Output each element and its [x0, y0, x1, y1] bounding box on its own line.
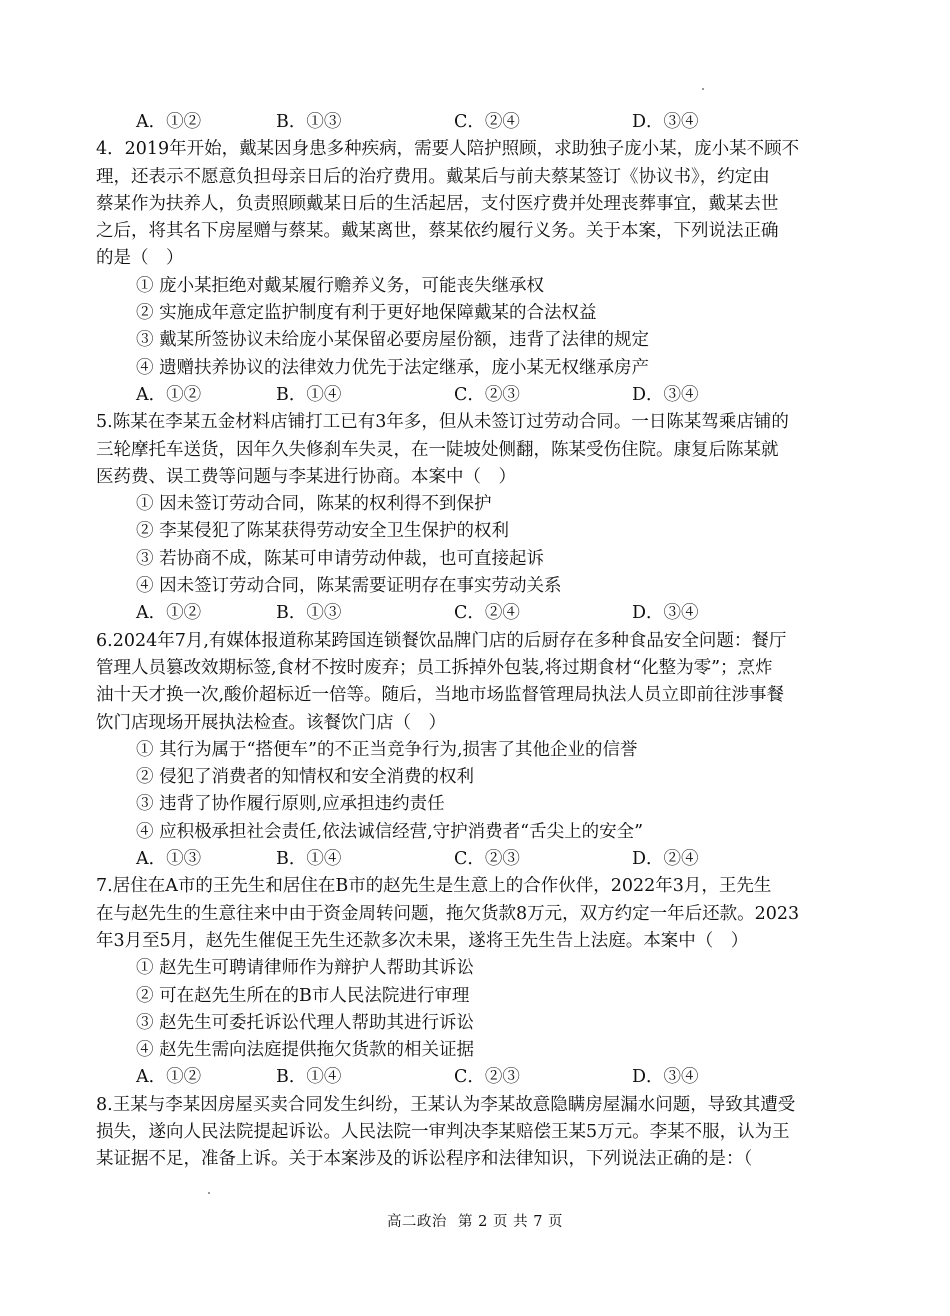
q6-stem-line: 管理人员篡改效期标签,食材不按时废弃；员工拆掉外包装,将过期食材“化整为零”；烹炸	[96, 657, 773, 678]
q5-option-c: C．②④	[454, 603, 520, 624]
q6-item: ① 其行为属于“搭便车”的不正当竞争行为,损害了其他企业的信誉	[136, 739, 638, 760]
q7-options	[96, 1064, 856, 1091]
q3-option-c: C．②④	[454, 112, 520, 132]
q4-item: ① 庞小某拒绝对戴某履行赡养义务，可能丧失继承权	[136, 275, 545, 296]
q4-stem-line: 蔡某作为扶养人，负责照顾戴某日后的生活起居，支付医疗费并处理丧葬事宜，戴某去世	[96, 193, 779, 214]
q5-option-a: A．①②	[136, 603, 202, 624]
exam-content	[96, 109, 856, 1174]
question-4	[96, 136, 856, 409]
question-5	[96, 409, 856, 627]
q6-option-b: B．①④	[276, 849, 342, 870]
q7-stem-line: 在与赵先生的生意往来中由于资金周转问题，拖欠货款8万元，双方约定一年后还款。2023	[96, 903, 800, 924]
q6-item: ③ 违背了协作履行原则,应承担违约责任	[136, 794, 445, 815]
q5-stem-line: 医药费、误工费等问题与李某进行协商。本案中（ ）	[96, 466, 516, 487]
scan-speck	[208, 1192, 210, 1194]
q5-item: ① 因未签订劳动合同，陈某的权利得不到保护	[136, 494, 492, 515]
q8-stem-line: 某证据不足，准备上诉。关于本案涉及的诉讼程序和法律知识，下列说法正确的是：（	[96, 1149, 753, 1170]
q4-option-a: A．①②	[136, 384, 202, 405]
q8-stem-line: 损失，遂向人民法院提起诉讼。人民法院一审判决李某赔偿王某5万元。李某不服，认为王	[96, 1121, 790, 1142]
q4-options	[96, 382, 856, 409]
q6-option-a: A．①③	[136, 849, 202, 870]
q5-options	[96, 600, 856, 627]
q3-options	[96, 109, 856, 136]
q7-option-d: D．③④	[632, 1067, 699, 1088]
question-8	[96, 1092, 856, 1174]
q7-item: ④ 赵先生需向法庭提供拖欠货款的相关证据	[136, 1040, 475, 1061]
q4-stem-line: 之后，将其名下房屋赠与蔡某。戴某离世，蔡某依约履行义务。关于本案，下列说法正确	[96, 221, 779, 242]
q5-item: ② 李某侵犯了陈某获得劳动安全卫生保护的权利	[136, 521, 510, 542]
q5-option-b: B．①③	[276, 603, 342, 624]
q7-stem-line: 年3月至5月，赵先生催促王先生还款多次未果，遂将王先生告上法庭。本案中（ ）	[96, 930, 749, 951]
scan-speck	[702, 88, 704, 90]
q5-item: ③ 若协商不成，陈某可申请劳动仲裁，也可直接起诉	[136, 548, 545, 569]
q6-stem-line: 油十天才换一次,酸价超标近一倍等。随后，当地市场监督管理局执法人员立即前往涉事餐	[96, 685, 785, 706]
q7-option-a: A．①②	[136, 1067, 202, 1088]
q7-stem-line: 7.居住在A市的王先生和居住在B市的赵先生是生意上的合作伙伴，2022年3月，王先生	[96, 876, 772, 897]
q4-stem-line: 理，还表示不愿意负担母亲日后的治疗费用。戴某后与前夫蔡某签订《协议书》，约定由	[96, 166, 770, 187]
q4-option-c: C．②③	[454, 384, 520, 405]
q7-option-b: B．①④	[276, 1067, 342, 1088]
q6-option-c: C．②③	[454, 849, 520, 870]
question-6	[96, 628, 856, 874]
q5-stem-line: 三轮摩托车送货，因年久失修刹车失灵，在一陡坡处侧翻，陈某受伤住院。康复后陈某就	[96, 439, 779, 460]
footer-page-number: 第 2 页 共 7 页	[458, 1214, 564, 1230]
q3-option-d: D．③④	[632, 112, 699, 132]
page-footer	[0, 1210, 950, 1231]
q6-option-d: D．②④	[632, 849, 699, 870]
q4-item: ④ 遗赠扶养协议的法律效力优先于法定继承，庞小某无权继承房产	[136, 357, 650, 378]
q5-stem-line: 5.陈某在李某五金材料店铺打工已有3年多，但从未签订过劳动合同。一日陈某驾乘店铺的	[96, 412, 789, 433]
q4-item: ③ 戴某所签协议未给庞小某保留必要房屋份额，违背了法律的规定	[136, 330, 650, 351]
q4-option-d: D．③④	[632, 384, 699, 405]
q7-item: ① 赵先生可聘请律师作为辩护人帮助其诉讼	[136, 958, 475, 979]
q6-item: ② 侵犯了消费者的知情权和安全消费的权利	[136, 767, 475, 788]
q7-item: ③ 赵先生可委托诉讼代理人帮助其进行诉讼	[136, 1012, 475, 1033]
q4-item: ② 实施成年意定监护制度有利于更好地保障戴某的合法权益	[136, 303, 597, 324]
q5-option-d: D．③④	[632, 603, 699, 624]
q7-item: ② 可在赵先生所在的B市人民法院进行审理	[136, 985, 470, 1006]
q6-options	[96, 846, 856, 873]
footer-subject: 高二政治	[386, 1214, 447, 1230]
q8-stem-line: 8.王某与李某因房屋买卖合同发生纠纷，王某认为李某故意隐瞒房屋漏水问题，导致其遭受	[96, 1094, 796, 1115]
q3-option-b: B．①③	[276, 112, 342, 132]
question-7	[96, 873, 856, 1091]
q4-stem-line: 的是（ ）	[96, 248, 184, 269]
q6-item: ④ 应积极承担社会责任,依法诚信经营,守护消费者“舌尖上的安全”	[136, 821, 644, 842]
q4-option-b: B．①④	[276, 384, 342, 405]
q7-option-c: C．②③	[454, 1067, 520, 1088]
q4-stem-line: 4．2019年开始，戴某因身患多种疾病，需要人陪护照顾，求助独子庞小某，庞小某不顾不	[96, 139, 800, 160]
q6-stem-line: 6.2024年7月,有媒体报道称某跨国连锁餐饮品牌门店的后厨存在多种食品安全问题：餐厅	[96, 630, 787, 651]
q5-item: ④ 因未签订劳动合同，陈某需要证明存在事实劳动关系	[136, 576, 562, 597]
q6-stem-line: 饮门店现场开展执法检查。该餐饮门店（ ）	[96, 712, 446, 733]
q3-option-a: A．①②	[136, 112, 202, 132]
